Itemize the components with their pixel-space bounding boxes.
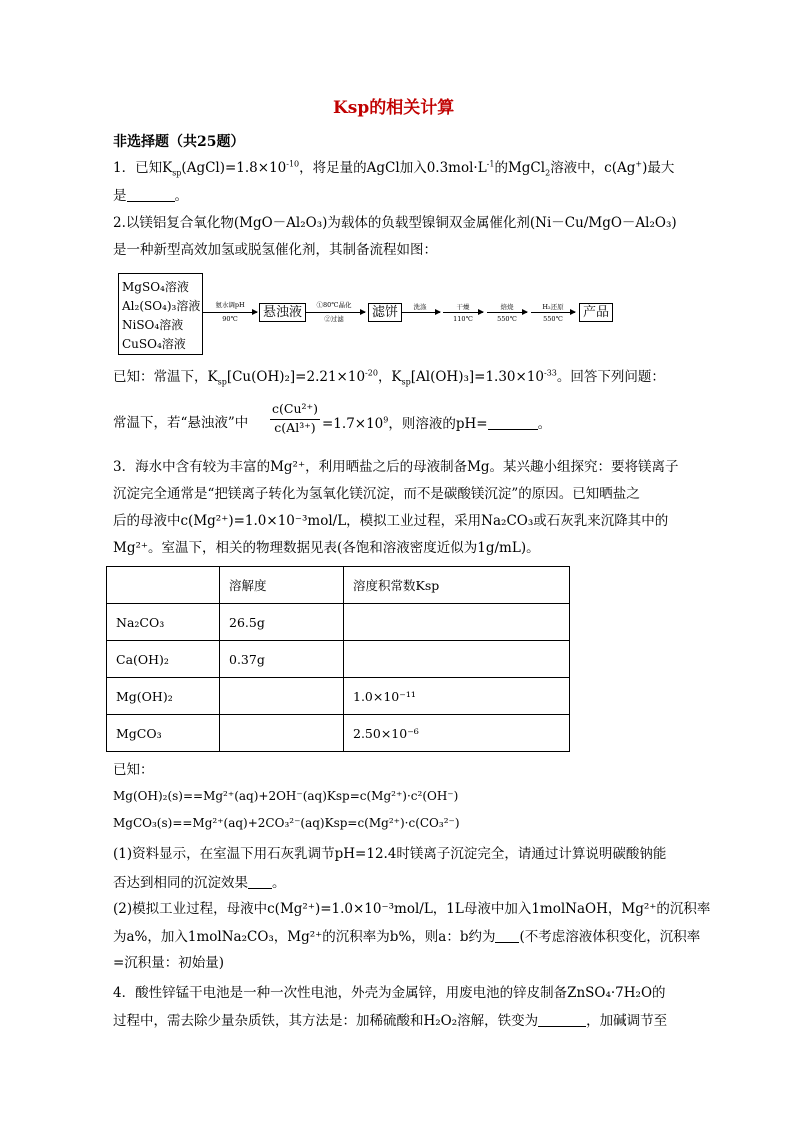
reagent-box (118, 273, 203, 355)
flow-box-product: 产品 (579, 303, 613, 322)
page-title: Ksp的相关计算 (333, 98, 455, 118)
flow-box-filter-cake: 滤饼 (368, 303, 402, 322)
q3-part2-line1: (2)模拟工业过程，母液中c(Mg²⁺)=1.0×10⁻³mol/L，1L母液中加入1molNaOH，Mg²⁺的沉积率 (113, 901, 711, 917)
table-cell: 0.37g (220, 641, 344, 678)
q3-line2: 沉淀完全通常是“把镁离子转化为氢氧化镁沉淀，而不是碳酸镁沉淀”的原因。已知晒盐之 (113, 486, 640, 502)
q2-known: 已知：常温下，$K_{sp}[Cu(OH)_2]=2.21\times 10^{-20}$，$K_{sp}[Al(OH)_3]=1.30\times 10^{-33}$。回答下列问题： (113, 368, 665, 387)
table-row (107, 604, 570, 641)
table-row (107, 641, 570, 678)
concentration-fraction (270, 403, 320, 434)
q1-line2: 是 。 (113, 188, 188, 204)
table-cell: Na₂CO₃ (107, 604, 220, 641)
q3-equation-1: Mg(OH)₂(s)==Mg²⁺(aq)+2OH⁻(aq)Ksp=c(Mg²⁺)·c²(OH⁻) (113, 789, 459, 803)
flow-arrow (402, 312, 440, 313)
table-cell (344, 604, 570, 641)
data-table (106, 566, 570, 752)
flow-arrow (202, 312, 257, 313)
flow-arrow (443, 312, 483, 313)
q4-line1: 4．酸性锌锰干电池是一种一次性电池，外壳为金属锌，用废电池的锌皮制备ZnSO₄·7H₂O的 (113, 985, 666, 1001)
reagent-item: NiSO₄溶液 (122, 318, 184, 332)
flow-label: 550℃ (497, 315, 517, 323)
fraction-denominator: c(Al³⁺) (274, 419, 316, 435)
flow-arrow (305, 312, 365, 313)
q3-equation-2: MgCO₃(s)==Mg²⁺(aq)+2CO₃²⁻(aq)Ksp=c(Mg²⁺)·c(CO₃²⁻) (113, 816, 460, 830)
table-header-cell: 溶度积常数Ksp (344, 567, 570, 604)
q3-part1-line1: (1)资料显示，在室温下用石灰乳调节pH=12.4时镁离子沉淀完全，请通过计算说明碳酸钠能 (113, 846, 667, 862)
flow-label: ①80℃晶化 (316, 301, 352, 309)
reagent-item: CuSO₄溶液 (122, 337, 186, 351)
answer-blank[interactable] (248, 876, 272, 889)
q2-ask-b: $=1.7\times 10^9$，则溶液的pH= 。 (322, 415, 552, 432)
section-heading: 非选择题（共25题） (113, 134, 245, 150)
flow-label: ②过滤 (324, 315, 344, 323)
table-cell: MgCO₃ (107, 715, 220, 752)
flow-label: 110℃ (453, 315, 473, 323)
table-header-cell: 溶解度 (220, 567, 344, 604)
fraction-numerator: c(Cu²⁺) (272, 401, 318, 416)
answer-blank[interactable] (495, 930, 519, 943)
table-cell (344, 641, 570, 678)
flow-label: 干燥 (456, 303, 470, 311)
table-header-cell (107, 567, 220, 604)
q2-line1: 2.以镁铝复合氧化物(MgO－Al₂O₃)为载体的负载型镍铜双金属催化剂(Ni－Cu/MgO－Al₂O₃) (113, 215, 677, 231)
table-cell: Mg(OH)₂ (107, 678, 220, 715)
flow-arrow (531, 312, 575, 313)
q2-ask-a: 常温下，若“悬浊液”中 (113, 415, 249, 431)
table-cell (220, 715, 344, 752)
q3-part2-line2: 为a%，加入1molNa₂CO₃，Mg²⁺的沉积率为b%，则a：b约为 (不考虑溶液体积变化，沉积率 (113, 929, 701, 945)
q3-part1-line2: 否达到相同的沉淀效果 。 (113, 875, 286, 891)
table-cell: Ca(OH)₂ (107, 641, 220, 678)
flow-label: 焙烧 (500, 303, 514, 311)
q3-line1: 3．海水中含有较为丰富的Mg²⁺，利用晒盐之后的母液制备Mg。某兴趣小组探究：要将镁离子 (113, 459, 679, 475)
reagent-item: Al₂(SO₄)₃溶液 (122, 299, 201, 313)
answer-blank[interactable] (538, 1014, 586, 1027)
q3-line4: Mg²⁺。室温下，相关的物理数据见表(各饱和溶液密度近似为1g/mL)。 (113, 540, 540, 556)
q3-line3: 后的母液中c(Mg²⁺)=1.0×10⁻³mol/L，模拟工业过程，采用Na₂CO₃或石灰乳来沉降其中的 (113, 513, 669, 529)
q3-known-label: 已知： (113, 762, 154, 778)
table-cell: 2.50×10⁻⁶ (344, 715, 570, 752)
table-row (107, 715, 570, 752)
flow-label: H₂还原 (542, 303, 564, 311)
table-cell: 26.5g (220, 604, 344, 641)
flow-label: 90℃ (222, 315, 238, 323)
reagent-item: MgSO₄溶液 (122, 280, 189, 294)
flow-label: 洗涤 (413, 303, 427, 311)
flow-label: 氨水调pH (215, 301, 245, 309)
flow-label: 550℃ (543, 315, 563, 323)
q4-line2: 过程中，需去除少量杂质铁，其方法是：加稀硫酸和H₂O₂溶解，铁变为 ，加碱调节至 (113, 1013, 668, 1029)
flow-arrow (487, 312, 527, 313)
answer-blank[interactable] (488, 417, 538, 430)
q1-line1: 1．已知$K_{sp}(AgCl)=1.8\times 10^{-10}$，将足量的AgCl加入$0.3mol\cdot L^{-1}$的MgCl$_2$溶液中，c(Ag+)最大 (113, 159, 675, 178)
table-cell (220, 678, 344, 715)
q3-part2-line3: =沉积量：初始量) (113, 955, 225, 971)
answer-blank[interactable] (127, 189, 175, 202)
q2-line2: 是一种新型高效加氢或脱氢催化剂，其制备流程如图： (113, 242, 437, 258)
table-header-row (107, 567, 570, 604)
table-cell: 1.0×10⁻¹¹ (344, 678, 570, 715)
flow-box-suspension: 悬浊液 (259, 303, 306, 322)
table-row (107, 678, 570, 715)
